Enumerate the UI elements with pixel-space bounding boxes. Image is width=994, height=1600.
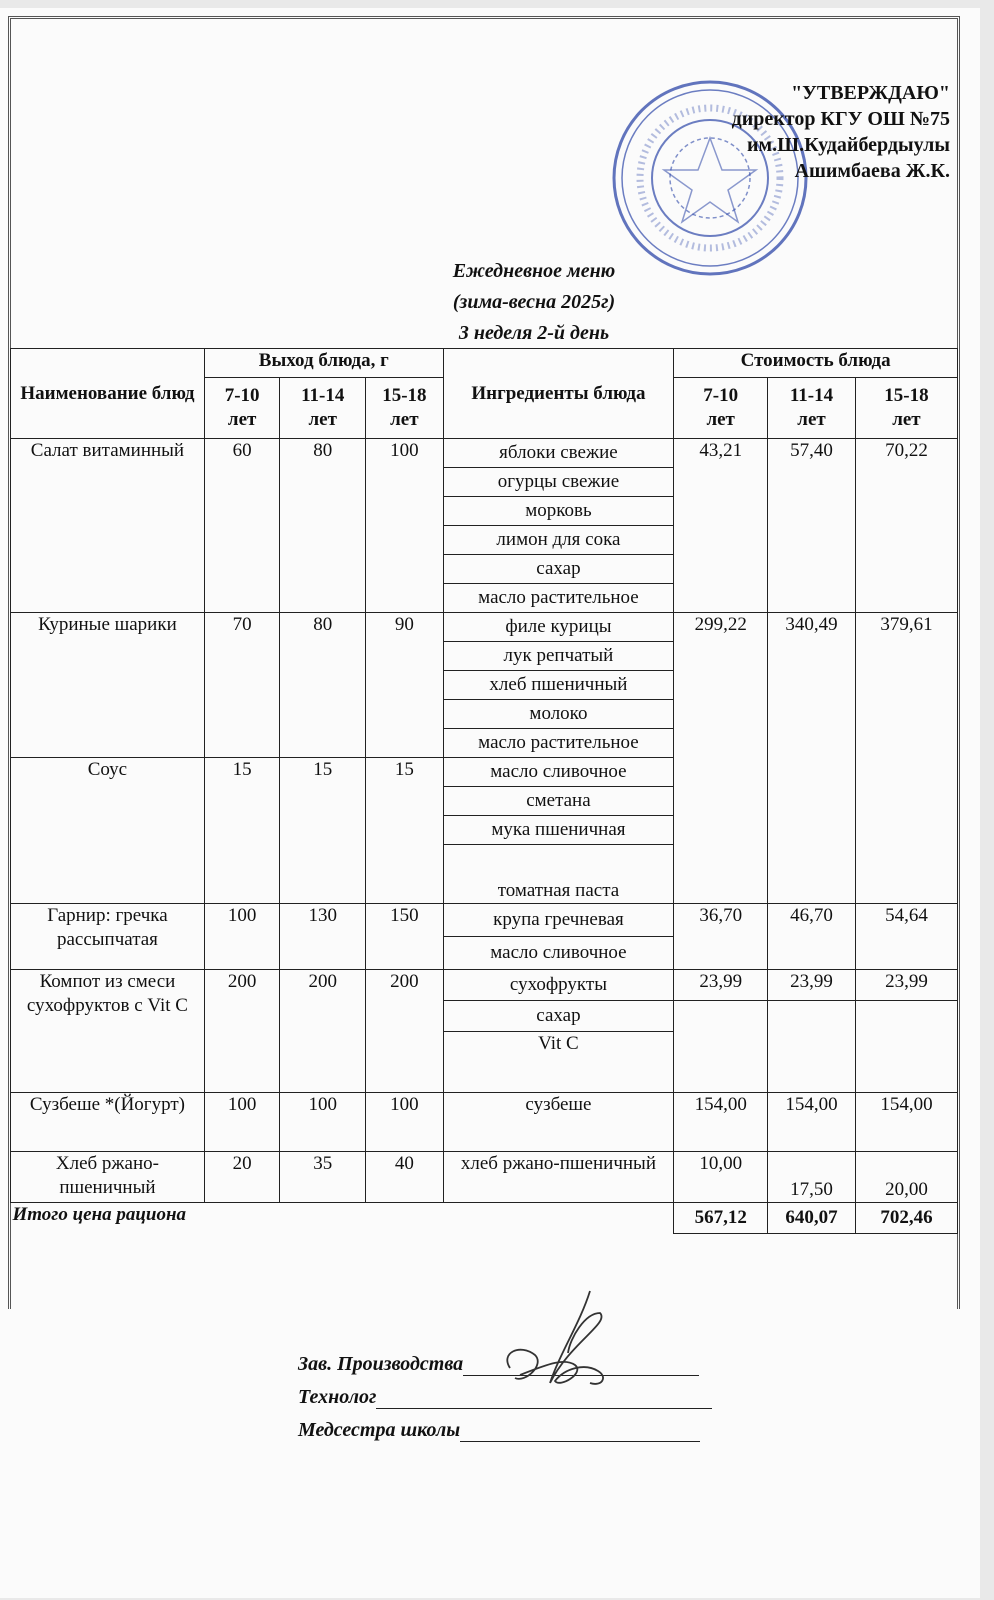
cost-7-10: 154,00 [674, 1093, 768, 1152]
header-yield: Выход блюда, г [204, 349, 443, 378]
cost-empty [674, 1001, 768, 1093]
cost-7-10: 299,22 [674, 613, 768, 904]
approval-person: Ашимбаева Ж.К. [794, 160, 950, 182]
age-label: 11-14 [789, 385, 834, 406]
cost-11-14: 46,70 [768, 904, 856, 970]
cost-11-14: 23,99 [768, 970, 856, 1001]
yield-7-10: 100 [204, 1093, 280, 1152]
ingredient-cell: яблоки свежие [443, 439, 674, 468]
yield-11-14: 200 [280, 970, 366, 1093]
age-label: 15-18 [382, 385, 427, 406]
age-label: 7-10 [703, 385, 739, 406]
yield-15-18: 15 [366, 758, 444, 904]
handwritten-signature-icon [490, 1283, 630, 1433]
yield-15-18: 200 [366, 970, 444, 1093]
yield-11-14: 100 [280, 1093, 366, 1152]
age-unit: лет [797, 409, 826, 430]
total-row [11, 1203, 958, 1234]
cost-7-10: 10,00 [674, 1152, 768, 1203]
ingredient-cell: крупа гречневая [443, 904, 674, 937]
cost-7-10: 23,99 [674, 970, 768, 1001]
cost-11-14: 154,00 [768, 1093, 856, 1152]
cost-11-14: 17,50 [768, 1152, 856, 1203]
yield-7-10: 200 [204, 970, 280, 1093]
dish-name: Соус [11, 758, 205, 904]
table-row [11, 970, 958, 1001]
signature-nurse-label: Медсестра школы [298, 1419, 461, 1441]
yield-7-10: 60 [204, 439, 280, 613]
table-row [11, 1152, 958, 1203]
age-unit: лет [308, 409, 337, 430]
yield-11-14: 80 [280, 613, 366, 758]
approval-position: директор КГУ ОШ №75 [731, 108, 950, 130]
ingredient-cell: масло сливочное [443, 758, 674, 787]
approval-school: им.Ш.Кудайбердыулы [746, 134, 950, 156]
yield-15-18: 100 [366, 439, 444, 613]
yield-15-18: 100 [366, 1093, 444, 1152]
table-row [11, 1093, 958, 1152]
total-cost-11-14: 640,07 [768, 1203, 856, 1234]
table-row [11, 613, 958, 642]
yield-7-10: 20 [204, 1152, 280, 1203]
age-unit: лет [706, 409, 735, 430]
cost-11-14: 340,49 [768, 613, 856, 904]
header-cost: Стоимость блюда [674, 349, 958, 378]
cost-15-18: 54,64 [855, 904, 957, 970]
dish-name: Компот из смеси сухофруктов с Vit C [11, 970, 205, 1093]
ingredient-cell: масло растительное [443, 729, 674, 758]
cost-7-10: 43,21 [674, 439, 768, 613]
dish-name: Хлеб ржано-пшеничный [11, 1152, 205, 1203]
approval-heading: "УТВЕРЖДАЮ" [791, 82, 950, 104]
ingredient-cell: масло растительное [443, 584, 674, 613]
yield-11-14: 15 [280, 758, 366, 904]
total-cost-15-18: 702,46 [855, 1203, 957, 1234]
ingredient-cell: сметана [443, 787, 674, 816]
table-row [11, 904, 958, 937]
header-yield-age-11-14 [280, 378, 366, 439]
dish-name: Куриные шарики [11, 613, 205, 758]
menu-week-day: 3 неделя 2-й день [458, 322, 610, 344]
age-label: 7-10 [224, 385, 260, 406]
age-unit: лет [892, 409, 921, 430]
ingredient-cell: сузбеше [443, 1093, 674, 1152]
header-cost-age-11-14 [768, 378, 856, 439]
header-cost-age-7-10 [674, 378, 768, 439]
ingredient-cell: молоко [443, 700, 674, 729]
menu-table [10, 348, 958, 1234]
total-label: Итого цена рациона [11, 1203, 674, 1234]
signature-production-label: Зав. Производства [298, 1353, 464, 1375]
total-cost-7-10: 567,12 [674, 1203, 768, 1234]
ingredient-cell: хлеб ржано-пшеничный [443, 1152, 674, 1203]
yield-7-10: 70 [204, 613, 280, 758]
ingredient-cell: хлеб пшеничный [443, 671, 674, 700]
ingredient-cell: сахар [443, 1001, 674, 1032]
ingredient-cell: Vit C [443, 1032, 674, 1093]
header-cost-age-15-18 [855, 378, 957, 439]
dish-name: Сузбеше *(Йогурт) [11, 1093, 205, 1152]
cost-15-18: 23,99 [855, 970, 957, 1001]
signature-technologist-label: Технолог [298, 1386, 377, 1408]
yield-11-14: 35 [280, 1152, 366, 1203]
menu-season: (зима-весна 2025г) [452, 291, 616, 313]
cost-11-14: 57,40 [768, 439, 856, 613]
cost-15-18: 154,00 [855, 1093, 957, 1152]
header-ingredients: Ингредиенты блюда [443, 349, 674, 439]
yield-15-18: 150 [366, 904, 444, 970]
yield-15-18: 90 [366, 613, 444, 758]
cost-7-10: 36,70 [674, 904, 768, 970]
ingredient-cell: филе курицы [443, 613, 674, 642]
approval-block [640, 80, 950, 184]
yield-7-10: 100 [204, 904, 280, 970]
age-unit: лет [390, 409, 419, 430]
yield-7-10: 15 [204, 758, 280, 904]
ingredient-cell: масло сливочное [443, 937, 674, 970]
header-yield-age-7-10 [204, 378, 280, 439]
ingredient-cell: лук репчатый [443, 642, 674, 671]
ingredient-cell: огурцы свежие [443, 468, 674, 497]
cost-15-18: 20,00 [855, 1152, 957, 1203]
yield-11-14: 130 [280, 904, 366, 970]
age-label: 11-14 [301, 385, 345, 406]
yield-15-18: 40 [366, 1152, 444, 1203]
dish-name: Салат витаминный [11, 439, 205, 613]
header-row [11, 349, 958, 378]
dish-name: Гарнир: гречка рассыпчатая [11, 904, 205, 970]
age-unit: лет [227, 409, 257, 430]
age-label: 15-18 [884, 385, 929, 406]
menu-title-line: Ежедневное меню [452, 260, 616, 282]
header-name: Наименование блюд [11, 349, 205, 439]
cost-empty [768, 1001, 856, 1093]
cost-empty [855, 1001, 957, 1093]
table-row [11, 439, 958, 468]
menu-title [0, 256, 994, 349]
ingredient-cell: мука пшеничная [443, 816, 674, 845]
cost-15-18: 379,61 [855, 613, 957, 904]
document-sheet [0, 8, 980, 1598]
ingredient-cell: лимон для сока [443, 526, 674, 555]
ingredient-cell: томатная паста [443, 845, 674, 904]
ingredient-cell: сахар [443, 555, 674, 584]
cost-15-18: 70,22 [855, 439, 957, 613]
ingredient-cell: сухофрукты [443, 970, 674, 1001]
header-yield-age-15-18 [366, 378, 444, 439]
ingredient-cell: морковь [443, 497, 674, 526]
yield-11-14: 80 [280, 439, 366, 613]
